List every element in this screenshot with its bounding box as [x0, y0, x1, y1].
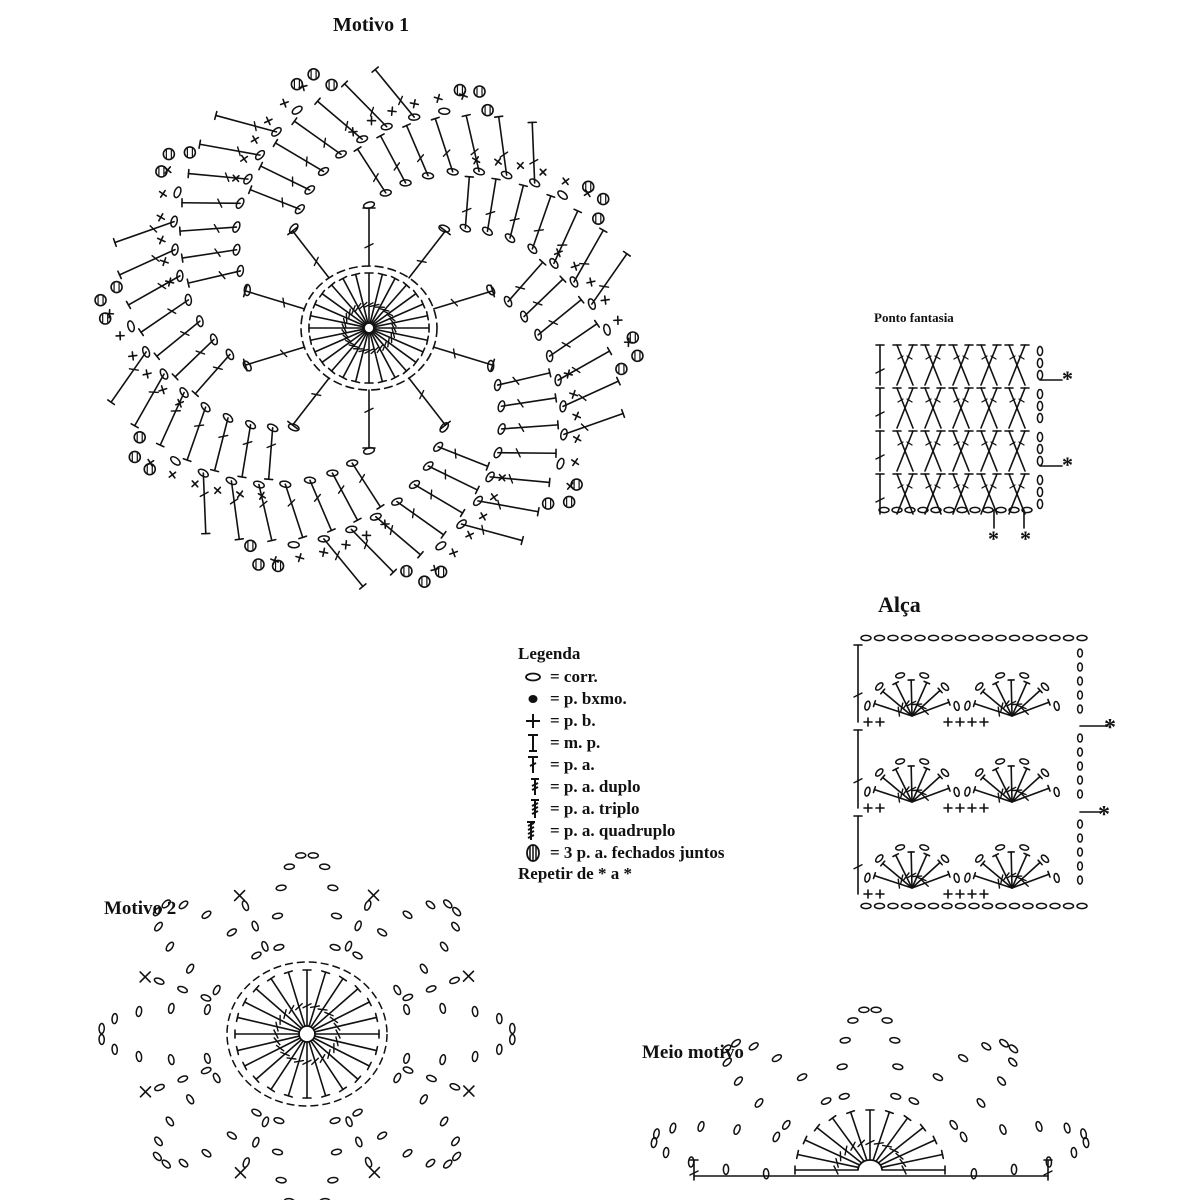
motivo-2-title: Motivo 2	[104, 898, 177, 919]
meio-motivo-petal	[837, 1007, 903, 1100]
legend-item: = 3 p. a. fechados juntos	[518, 842, 725, 864]
legend-footer: Repetir de * a *	[518, 864, 632, 883]
motivo-1-petal	[401, 360, 558, 587]
alca-chart	[854, 635, 1108, 908]
repeat-star-marker: *	[1062, 452, 1073, 477]
legend-item: = p. a. duplo	[518, 776, 725, 798]
motivo-1-petal	[95, 282, 300, 480]
ponto-fantasia-chart	[876, 345, 1062, 528]
legend-item: = p. a. quadruplo	[518, 820, 725, 842]
repeat-star-marker: *	[1098, 802, 1110, 828]
motivo-2-petal	[402, 1003, 515, 1096]
meio-motivo-petal	[651, 1121, 781, 1179]
legend-title: Legenda	[518, 644, 581, 663]
half-double-icon	[518, 733, 548, 753]
motivo-1-petal	[114, 147, 253, 396]
legend-item: = m. p.	[518, 732, 725, 754]
legend-item: = p. a. triplo	[518, 798, 725, 820]
repeat-star-marker: *	[1020, 526, 1031, 551]
repeat-star-marker: *	[1104, 715, 1116, 741]
triple-treble-icon	[518, 820, 548, 842]
legend-item: = p. a.	[518, 754, 725, 776]
meio-motivo-petal	[959, 1121, 1089, 1179]
motivo-1-petal	[354, 115, 608, 225]
alca-title: Alça	[878, 592, 921, 617]
motivo-1-chart	[95, 67, 643, 589]
repeat-markers	[988, 366, 1116, 828]
motivo-2-petal	[272, 853, 378, 952]
double-crochet-icon	[518, 755, 548, 775]
motivo-1-petal	[180, 69, 337, 296]
legend	[518, 644, 725, 884]
motivo-2-petal	[345, 1072, 462, 1177]
motivo-1-title: Motivo 1	[333, 14, 410, 36]
legend-item: = p. bxmo.	[518, 688, 725, 710]
chain-icon	[518, 671, 548, 683]
legend-item: = p. b.	[518, 710, 725, 732]
slip-stitch-icon	[518, 692, 548, 706]
ponto-fantasia-title: Ponto fantasia	[874, 310, 954, 325]
motivo-1-petal	[129, 432, 383, 542]
motivo-1-petal	[245, 421, 489, 589]
cluster-icon	[518, 843, 548, 863]
motivo-2-petal	[352, 899, 474, 1002]
repeat-star-marker: *	[988, 526, 999, 551]
motivo-2-petal	[235, 1116, 341, 1200]
repeat-star-marker: *	[1062, 366, 1073, 391]
motivo-1-petal	[485, 260, 624, 509]
single-crochet-icon	[518, 713, 548, 729]
meio-motivo-chart	[651, 1007, 1090, 1180]
motivo-2-petal	[141, 1066, 263, 1169]
motivo-2-petal	[99, 972, 212, 1065]
double-treble-icon	[518, 798, 548, 820]
treble-icon	[518, 777, 548, 797]
meio-motivo-petal	[908, 1038, 1019, 1130]
motivo-1-petal	[438, 176, 643, 374]
meio-motivo-title: Meio motivo	[642, 1042, 744, 1063]
motivo-1-petal	[249, 67, 493, 235]
legend-item: = corr.	[518, 666, 725, 688]
